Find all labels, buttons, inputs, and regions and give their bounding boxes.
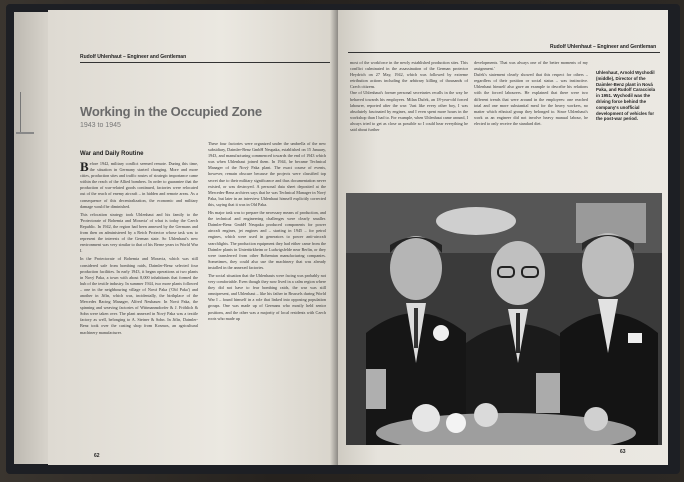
running-head-left: Rudolf Uhlenhaut – Engineer and Gentleman — [80, 54, 187, 60]
chapter-title: Working in the Occupied Zone — [80, 104, 262, 119]
text-column-2 — [208, 141, 326, 456]
paragraph: The social situation that the Uhlenhauts were facing was probably not very comfortable. Even though they now lived in a calm region where they did not have to fear bombing raids, the war was still omnipresent, and Uhlenhaut – like his father in Brussels during World War I – found himself in a role that linked into opposing population groups. One was made up of Germans who mostly held senior positions, and the other was a majority of local residents with Czech roots who made up — [208, 272, 326, 321]
header-rule — [348, 52, 660, 53]
page-number-right: 63 — [620, 449, 626, 455]
page-edge-stack — [14, 12, 50, 464]
paragraph: efore 1942, military conflict seemed remote. During this time, the situation in Germany started changing. More and more cities, production sites and traffic routes of strategic importance came within the reach of the Allied bombers. In order to guarantee that the production of war-related goods continued, factories were relocated out of the reach of enemy aircraft – in hidden and remote areas. As a consequence of this decentralization, the economic and military damage would be diminished. — [80, 161, 198, 209]
text-column-3: most of the workforce in the newly established production sites. This conflict culminated in the assassination of the German protector Heydrich on 27 May, 1942, which was followed by extreme retribution actions including the arbitrary killing of thousands of Czech citizens. One of Uhlenhaut's former personal secretaries recalls in the way he behaved towards his employees. Milan Dufek, an 18-year-old forced labourer, reported after the war: 'Just like every other boy, I was absolutely fascinated by engines, and I even spent more hours in the workshop than I had to. For example, when Uhlenhaut came around, I always tried to get as close as possible so I could hear everything he said about further — [350, 60, 468, 133]
paragraph: His major task was to prepare the necessary means of production, and the technical and engineering challenges were clearly smaller. Daimler-Benz GmbH Neupaka produced components for power aircraft engines, jet engines and – starting in 1945 – for petrol engines, which were used in generators to power anti-aircraft searchlights. The production equipment they had either came from the Daimler plants in Untertürkheim or Ludwigsfelde near Berlin, or they were transferred from other Bohemian manufacturing companies. Sometimes, they could also use the machinery that was already installed in the annexed factories. — [208, 210, 326, 270]
section-heading: War and Daily Routine — [80, 151, 144, 157]
paragraph: These four factories were organized under the umbrella of the new subsidiary, Daimler-Benz GmbH Neupaka, established on 15 January, 1943, and manufacturing commenced towards the end of 1943 which was when Uhlenhaut joined them. In 1944, he became Technical Manager of the Nový Paka plant. The exact course of events, however, remain obscure because the projects were classified top secret due to their military significance and thus documentation never existed, or was destroyed. A personal data sheet deposited at the Mercedes-Benz archives says that he was Technical Manager in Nový Paka, but later in an interview Uhlenhaut himself explicitly corrected this, saying that it was in Old Paka. — [208, 141, 326, 207]
page-edge-mark — [20, 92, 29, 132]
chapter-years: 1943 to 1945 — [80, 122, 121, 129]
paragraph: In the Protectorate of Bohemia and Moravia, which was still considered safe from bombing raids, Daimler-Benz selected four production facilities. In early 1943, it began operations at two plants in Nový Paka, a town with about 8,000 inhabitants that formed the hub of the textile industry. In summer 1944, two more plants followed – one in the neighbouring village of Nová Paka ('Old Paka') and another in Jičín, which was, incidentally, the birthplace of the Mercedes Racing Manager, Alfred Neubauer. In Nová Paka, the spinning and weaving factories of Wittmannsdorfer & J. Fröhlich & Sohn were taken over. The plant annexed in Nový Paka was a textile factory as well, belonging to A. Steiner & Sohn. In Jičín, Daimler-Benz took over the casting shop from Kosmos, an agricultural machinery manufacturer. — [80, 256, 198, 335]
photo-caption: Uhlenhaut, Arnold Wychodil (middle), Director of the Daimler-Benz plant in Nová Paka, and Rudolf Caracciola in 1951. Wychodil was the driving force behind the company's unofficial development of vehicles for the post-war period. — [596, 70, 656, 122]
drop-cap: B — [80, 161, 89, 174]
left-page — [48, 10, 338, 465]
running-head-right: Rudolf Uhlenhaut – Engineer and Gentleman — [550, 44, 657, 50]
photo-illustration — [346, 193, 662, 445]
paragraph: This relocation strategy took Uhlenhaut and his family to the 'Protectorate of Bohemia and Moravia' of what is today the Czech Republic. In 1942, the region had been annexed by the Germans and from then on administered by a Reich Protector whose task was to represent the interests of the German state. So Uhlenhaut's new environment was very similar to that of his Berne years in World War I. — [80, 211, 198, 254]
text-column-1 — [80, 161, 198, 451]
text-column-4: developments. That was always one of the better moments of my assignment.' Dufek's statement clearly showed that this respect for others – regardless of their position or social status – was instinctive. Uhlenhaut himself also gave an example to describe his relations with the forced labourers. He explained that there were two different trends that were around in the employees: one reached total and one more substantial meal for the heavy workers, no matter which ethnical group they belonged to. Since Uhlenhaut's work as an engineer did not involve heavy manual labour, he elected to only receive the standard diet. — [474, 60, 588, 126]
right-page — [338, 10, 668, 465]
page-number-left: 62 — [94, 453, 100, 459]
page-edge-mark — [16, 132, 34, 134]
header-rule — [80, 62, 330, 63]
historic-photo — [346, 193, 662, 445]
